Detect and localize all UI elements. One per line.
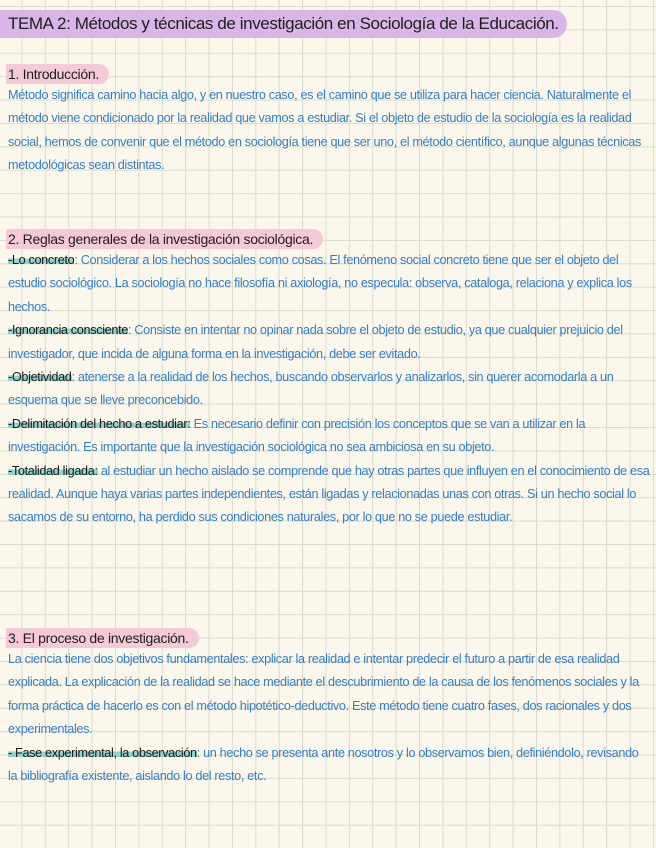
section-heading: 2. Reglas generales de la investigación sociológica. bbox=[6, 229, 323, 249]
rule-term: -Delimitación del hecho a estudiar: bbox=[8, 416, 191, 431]
section-paragraph: La ciencia tiene dos objetivos fundamentales: explicar la realidad e intentar predecir el futuro a partir de esa realidad explicada. La explicación de la realidad se hace mediante el descubrimiento de la causa de los fenómenos sociales y la forma práctica de hacerlo es con el método hipotético-deductivo. Este método tiene cuatro fases, dos racionales y dos experimentales. bbox=[8, 652, 639, 737]
rule-fase-experimental bbox=[8, 742, 650, 789]
rule-separator: : bbox=[196, 745, 204, 760]
rule-term: -Ignorancia consciente bbox=[8, 323, 128, 338]
section-proceso-investigacion bbox=[8, 628, 650, 788]
section-heading: 3. El proceso de investigación. bbox=[6, 628, 199, 648]
rule-separator: : bbox=[127, 323, 135, 338]
section-paragraph: Método significa camino hacia algo, y en nuestro caso, es el camino que se utiliza para hacer ciencia. Naturalmente el método viene condicionado por la realidad que vamos a estudiar. Si el objeto de estudio de la sociología es la realidad social, hemos de convenir que el método en sociología tiene que ser uno, el método científico, aunque algunas técnicas metodológicas sean distintas. bbox=[8, 88, 641, 173]
rule-text: Considerar a los hechos sociales como cosas. El fenómeno social concreto tiene que ser el objeto del estudio sociológico. La sociología no hace filosofía ni axiología, no especula: observa, cataloga, relaciona y explica los hechos. bbox=[8, 253, 632, 314]
rule-separator: : bbox=[71, 370, 78, 385]
rule-objetividad bbox=[8, 366, 650, 413]
rule-text: Consiste en intentar no opinar nada sobre el objeto de estudio, ya que cualquier prejuicio del investigador, que incida de alguna forma en la investigación, debe ser evitado. bbox=[8, 323, 623, 361]
rule-delimitacion bbox=[8, 413, 650, 460]
section-introduccion bbox=[8, 64, 650, 178]
rule-term: -Objetividad bbox=[8, 370, 72, 385]
rule-separator: : bbox=[74, 253, 81, 267]
section-heading: 1. Introducción. bbox=[6, 64, 109, 84]
rule-term: - Fase experimental, la observación bbox=[8, 745, 197, 760]
rule-totalidad-ligada bbox=[8, 460, 650, 530]
rule-text: Es necesario definir con precisión los conceptos que se van a utilizar en la investigación. Es importante que la investigación sociológica no sea ambiciosa en su objeto. bbox=[8, 416, 586, 455]
rule-ignorancia-consciente bbox=[8, 319, 650, 366]
rule-term: -Totalidad ligada: bbox=[8, 463, 98, 478]
rule-text: al estudiar un hecho aislado se comprende que hay otras partes que influyen en el conocimiento de esa realidad. Aunque haya varias partes independientes, están ligadas y relacionadas unas con otras. Si un hecho social lo sacamos de su entorno, ha perdido sus condiciones naturales, por lo que no se puede estudiar. bbox=[8, 463, 650, 525]
rule-term: -Lo concreto bbox=[8, 253, 75, 267]
page-title: TEMA 2: Métodos y técnicas de investigación en Sociología de la Educación. bbox=[0, 10, 567, 38]
rule-text: atenerse a la realidad de los hechos, buscando observarlos y analizarlos, sin querer acomodarla a un esquema que se lleve preconcebido. bbox=[8, 370, 614, 408]
section-reglas-generales bbox=[8, 229, 650, 530]
rule-text: un hecho se presenta ante nosotros y lo observamos bien, definiéndolo, revisando la bibliografía existente, aislando lo del resto, etc. bbox=[8, 745, 639, 784]
rule-lo-concreto bbox=[8, 249, 650, 319]
